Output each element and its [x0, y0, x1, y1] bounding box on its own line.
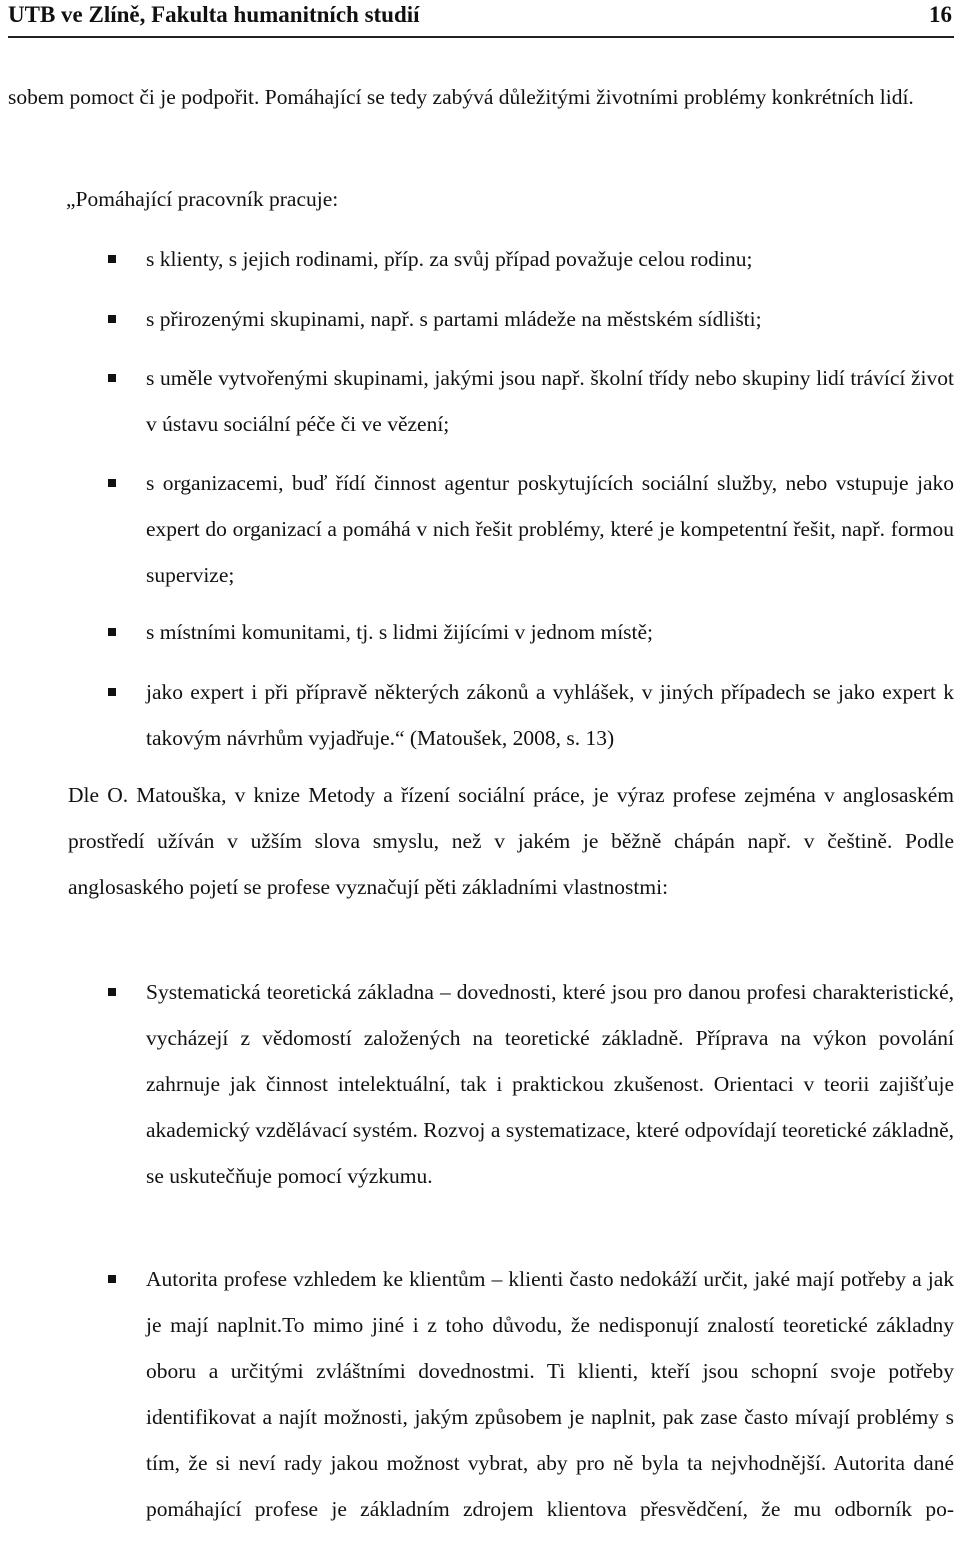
bullet-marker	[108, 255, 116, 263]
list-item: s přirozenými skupinami, např. s partami mládeže na městském sídlišti;	[146, 307, 762, 331]
bullet-marker	[108, 628, 116, 636]
bullet-marker	[108, 479, 116, 487]
list-item: s organizacemi, buď řídí činnost agentur poskytujících sociální služby, nebo vstupuje jako expert do organizací a pomáhá v nich řešit problémy, které je kompetentní řešit, např. formou supervize;	[146, 471, 954, 587]
page-header	[8, 0, 954, 38]
body-paragraph: Dle O. Matouška, v knize Metody a řízení sociální práce, je výraz profese zejména v anglosaském prostředí užíván v užším slova smyslu, než v jakém je běžně chápán např. v češtině. Podle anglosaského pojetí se profese vyznačují pěti základními vlastnostmi:	[68, 783, 954, 899]
bullet-marker	[108, 688, 116, 696]
bullet-marker	[108, 374, 116, 382]
intro-paragraph: sobem pomoct či je podpořit. Pomáhající se tedy zabývá důležitými životními problémy konkrétních lidí.	[8, 85, 914, 109]
page-number: 16	[929, 2, 952, 27]
bullet-marker	[108, 315, 116, 323]
quote-intro: „Pomáhající pracovník pracuje:	[66, 187, 339, 211]
header-title: UTB ve Zlíně, Fakulta humanitních studií	[8, 2, 420, 27]
bullet-marker	[108, 1275, 116, 1283]
bullet-marker	[108, 988, 116, 996]
list-item: jako expert i při přípravě některých zákonů a vyhlášek, v jiných případech se jako expert k takovým návrhům vyjadřuje.“ (Matoušek, 2008, s. 13)	[146, 680, 954, 750]
list-item: s klienty, s jejich rodinami, příp. za svůj případ považuje celou rodinu;	[146, 247, 753, 271]
list-item: Autorita profese vzhledem ke klientům – klienti často nedokáží určit, jaké mají potřeby a jak je mají naplnit.To mimo jiné i z toho důvodu, že nedisponují znalostí teoretické základny oboru a určitými zvláštními dovednostmi. Ti klienti, kteří jsou schopní svoje potřeby identifikovat a najít možnosti, jakým způsobem je naplnit, pak zase často mívají problémy s tím, že si neví rady jakou možnost vybrat, aby pro ně byla ta nejvhodnější. Autorita dané pomáhající profese je základním zdrojem klientova přesvědčení, že mu odborník po-	[146, 1267, 954, 1521]
list-item: s uměle vytvořenými skupinami, jakými jsou např. školní třídy nebo skupiny lidí trávící život v ústavu sociální péče či ve vězení;	[146, 366, 954, 436]
list-item: s místními komunitami, tj. s lidmi žijícími v jednom místě;	[146, 620, 654, 644]
list-item: Systematická teoretická základna – dovednosti, které jsou pro danou profesi charakteristické, vycházejí z vědomostí založených na teoretické základně. Příprava na výkon povolání zahrnuje jak činnost intelektuální, tak i praktickou zkušenost. Orientaci v teorii zajišťuje akademický vzdělávací systém. Rozvoj a systematizace, které odpovídají teoretické základně, se uskutečňuje pomocí výzkumu.	[146, 980, 954, 1188]
